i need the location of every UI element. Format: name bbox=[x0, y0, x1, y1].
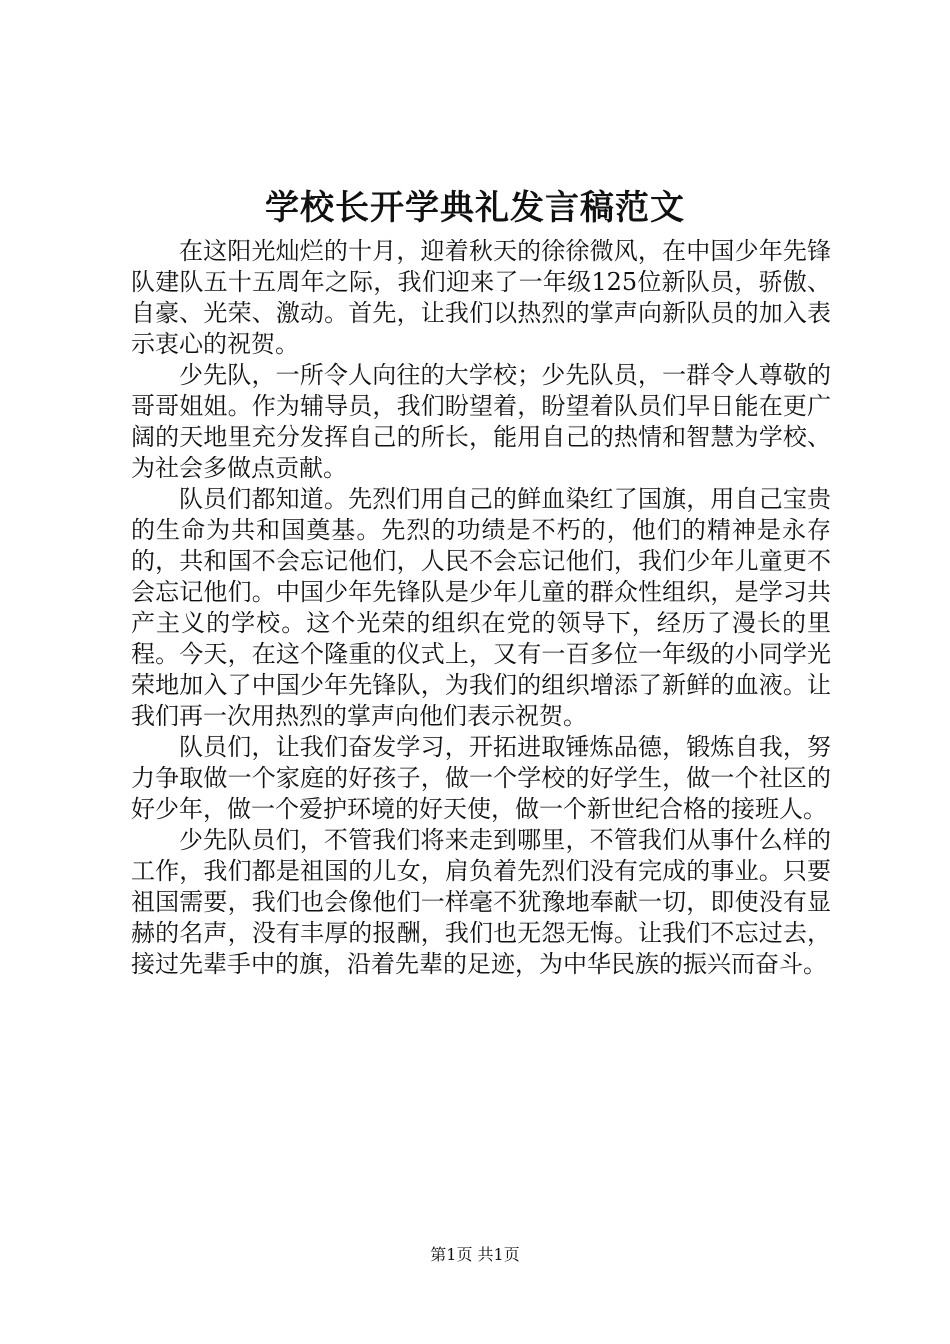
document-body bbox=[131, 236, 831, 980]
paragraph-2: 少先队，一所令人向往的大学校；少先队员，一群令人尊敬的哥哥姐姐。作为辅导员，我们盼望着，盼望着队员们早日能在更广阔的天地里充分发挥自己的所长，能用自己的热情和智慧为学校、为社会多做点贡献。 bbox=[131, 361, 831, 482]
paragraph-1: 在这阳光灿烂的十月，迎着秋天的徐徐微风，在中国少年先锋队建队五十五周年之际，我们迎来了一年级125位新队员，骄傲、自豪、光荣、激动。首先，让我们以热烈的掌声向新队员的加入表示衷心的祝贺。 bbox=[131, 237, 831, 358]
paragraph-4: 队员们，让我们奋发学习，开拓进取锤炼品德，锻炼自我，努力争取做一个家庭的好孩子，做一个学校的好学生，做一个社区的好少年，做一个爱护环境的好天使，做一个新世纪合格的接班人。 bbox=[131, 733, 831, 823]
paragraph-5: 少先队员们，不管我们将来走到哪里，不管我们从事什么样的工作，我们都是祖国的儿女，肩负着先烈们没有完成的事业。只要祖国需要，我们也会像他们一样毫不犹豫地奉献一切，即使没有显赫的名声，没有丰厚的报酬，我们也无怨无悔。让我们不忘过去，接过先辈手中的旗，沿着先辈的足迹，为中华民族的振兴而奋斗。 bbox=[131, 826, 831, 978]
document-title: 学校长开学典礼发言稿范文 bbox=[265, 188, 685, 228]
paragraph-3: 队员们都知道。先烈们用自己的鲜血染红了国旗，用自己宝贵的生命为共和国奠基。先烈的功绩是不朽的，他们的精神是永存的，共和国不会忘记他们，人民不会忘记他们，我们少年儿童更不会忘记他们。中国少年先锋队是少年儿童的群众性组织，是学习共产主义的学校。这个光荣的组织在党的领导下，经历了漫长的里程。今天，在这个隆重的仪式上，又有一百多位一年级的小同学光荣地加入了中国少年先锋队，为我们的组织增添了新鲜的血液。让我们再一次用热烈的掌声向他们表示祝贺。 bbox=[131, 485, 831, 730]
page-footer: 第1页 共1页 bbox=[430, 1245, 520, 1264]
